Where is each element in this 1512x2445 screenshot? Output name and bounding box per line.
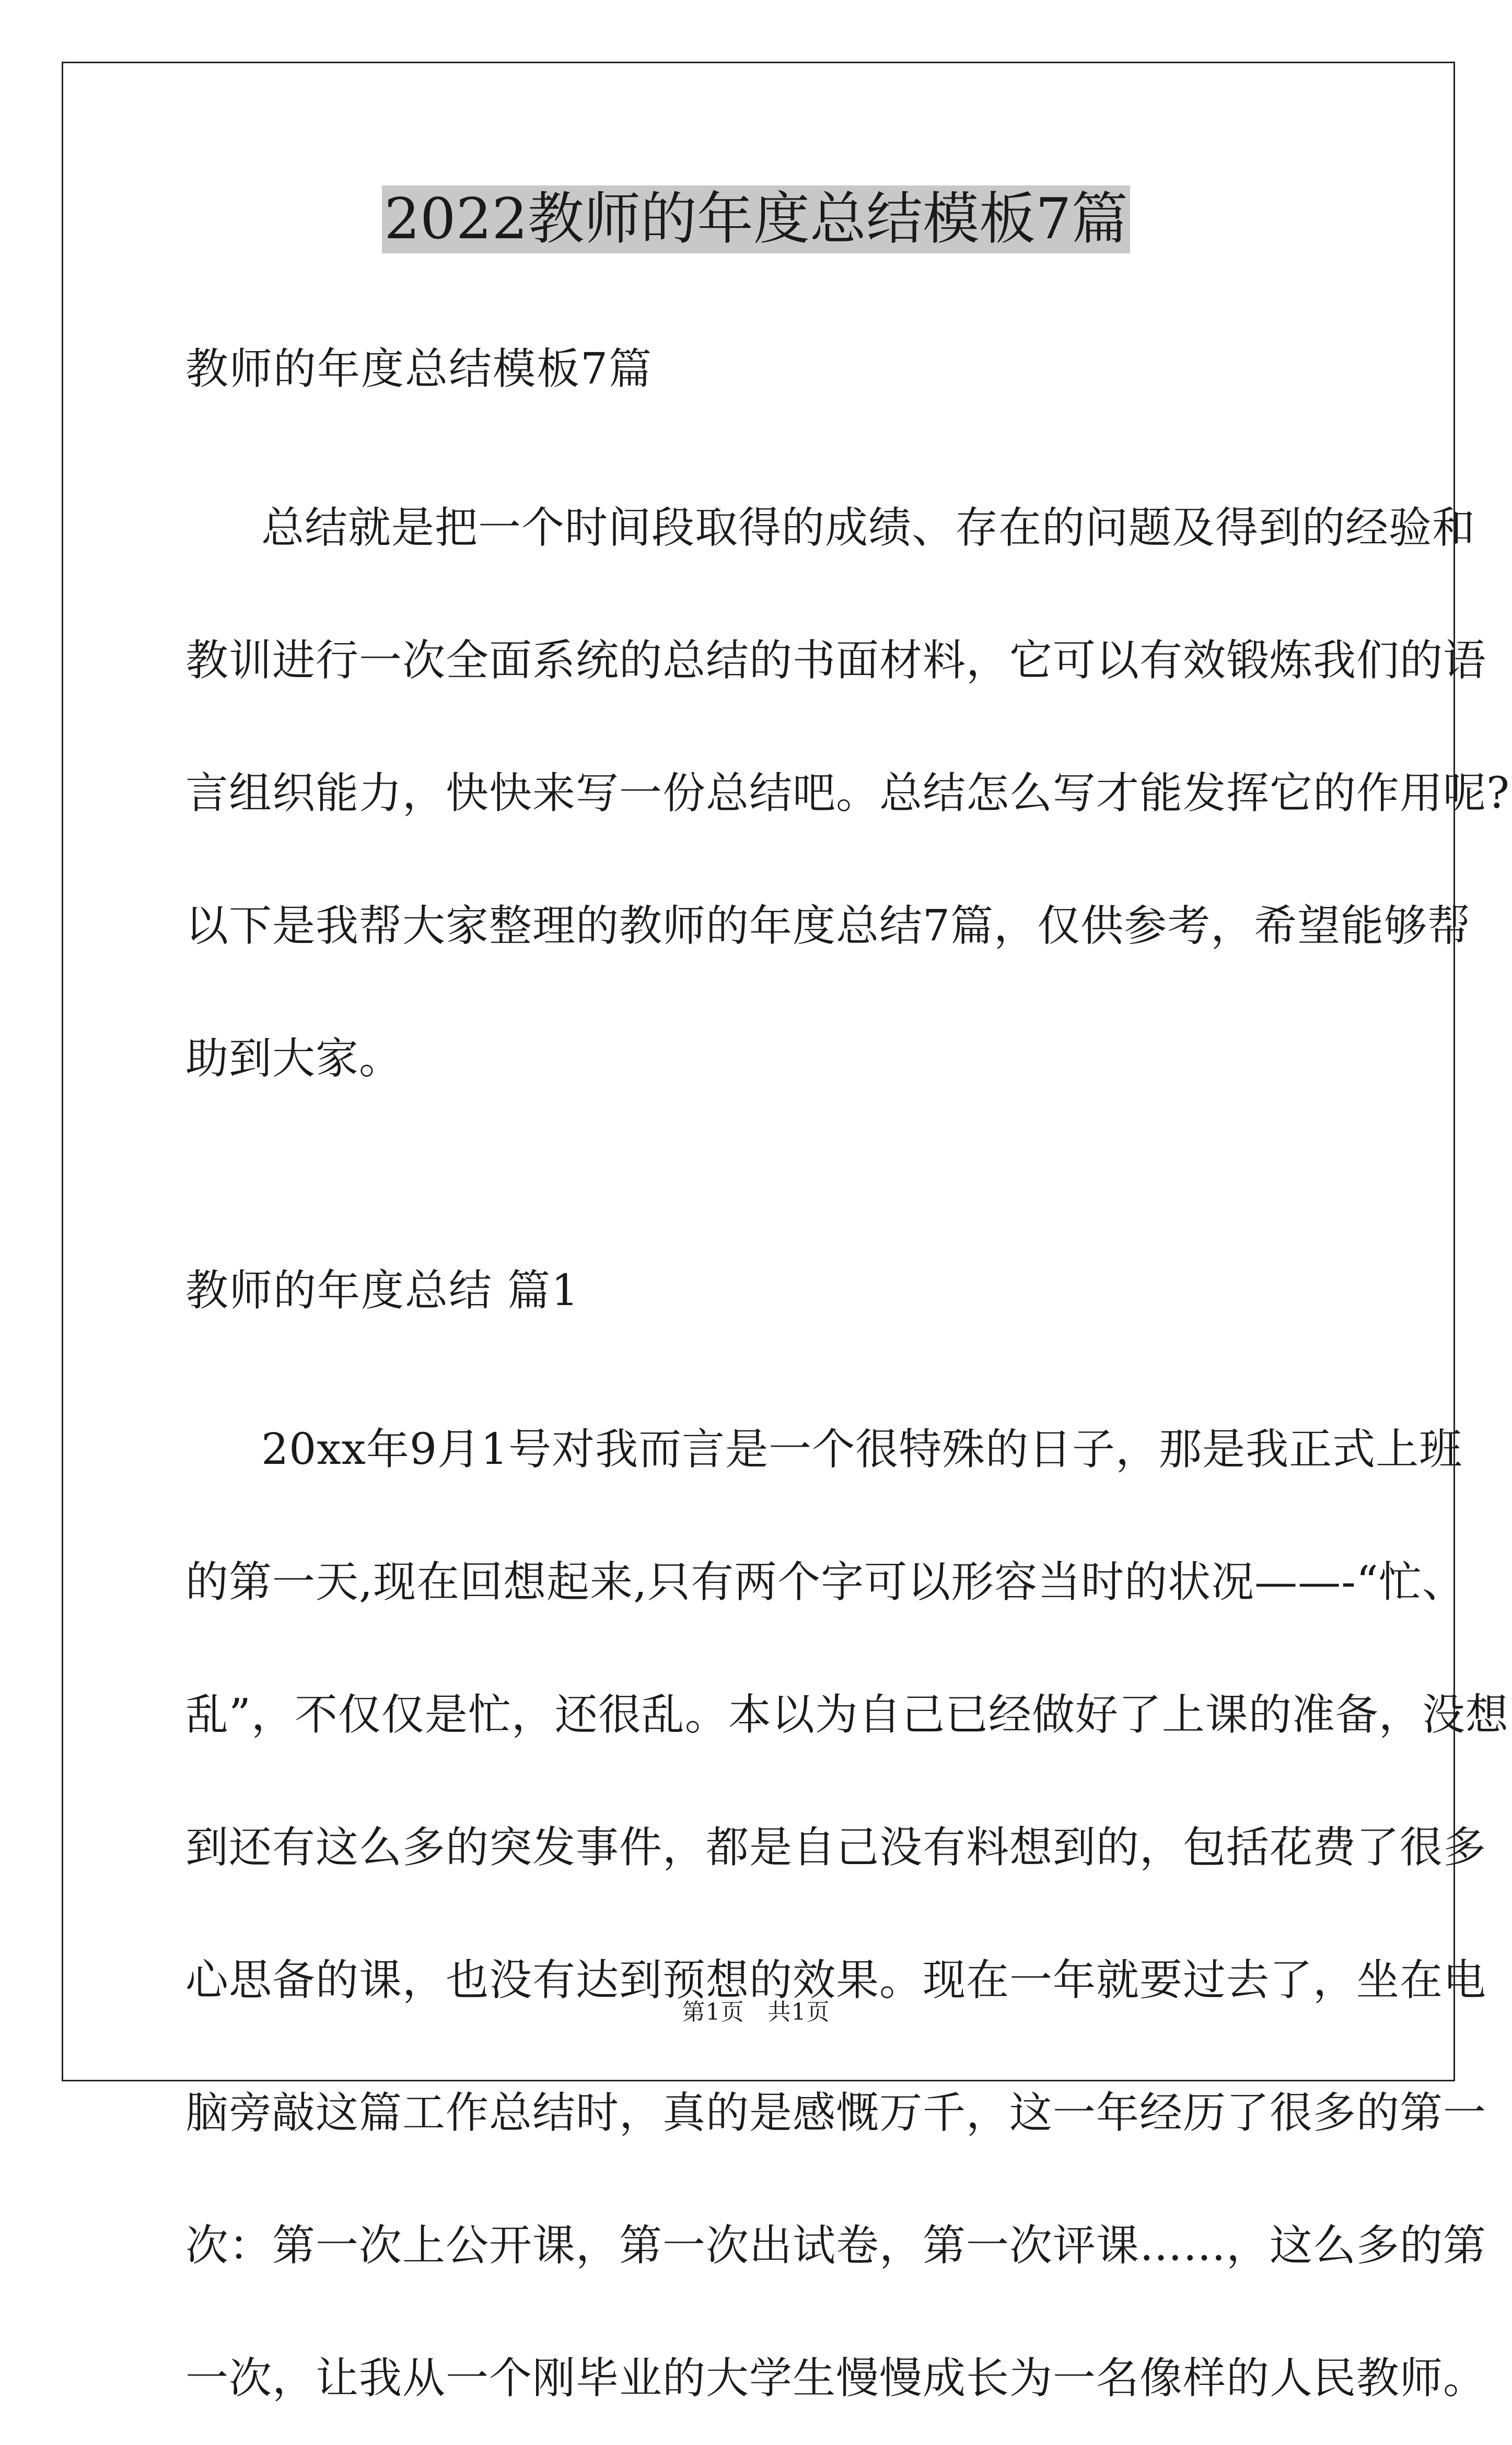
document-title bbox=[0, 185, 1512, 253]
paragraph-line: 到还有这么多的突发事件，都是自己没有料想到的，包括花费了很多 bbox=[185, 1823, 1487, 1872]
document-body bbox=[185, 303, 1510, 2445]
intro-paragraph bbox=[185, 462, 1510, 1125]
paragraph-line: 助到大家。 bbox=[185, 1034, 403, 1084]
paragraph-line: 总结就是把一个时间段取得的成绩、存在的问题及得到的经验和 bbox=[261, 503, 1476, 553]
paragraph-line: 的第一天,现在回想起来,只有两个字可以形容当时的状况——-“忙、 bbox=[185, 1557, 1466, 1607]
subtitle: 教师的年度总结模板7篇 bbox=[185, 344, 653, 394]
section-paragraph bbox=[185, 1383, 1509, 2445]
paragraph-line: 脑旁敲这篇工作总结时，真的是感慨万千，这一年经历了很多的第一 bbox=[185, 2088, 1487, 2138]
document-title-text: 2022教师的年度总结模板7篇 bbox=[382, 185, 1130, 253]
paragraph-line: 教训进行一次全面系统的总结的书面材料，它可以有效锻炼我们的语 bbox=[185, 636, 1487, 685]
paragraph-line: 言组织能力，快快来写一份总结吧。总结怎么写才能发挥它的作用呢? bbox=[185, 769, 1510, 818]
section-heading: 教师的年度总结 篇1 bbox=[185, 1266, 580, 1315]
paragraph-line: 20xx年9月1号对我而言是一个很特殊的日子，那是我正式上班 bbox=[261, 1425, 1463, 1474]
paragraph-line: 心思备的课，也没有达到预想的效果。现在一年就要过去了，坐在电 bbox=[185, 1955, 1487, 2005]
paragraph-line: 以下是我帮大家整理的教师的年度总结7篇，仅供参考，希望能够帮 bbox=[185, 901, 1471, 951]
paragraph-gap bbox=[185, 1125, 1327, 1225]
page-footer: 第1页 共1页 bbox=[682, 1999, 830, 2025]
paragraph-line: 一次，让我从一个刚毕业的大学生慢慢成长为一名像样的人民教师。 bbox=[185, 2354, 1487, 2403]
paragraph-line: 次：第一次上公开课，第一次出试卷，第一次评课……，这么多的第 bbox=[185, 2221, 1487, 2271]
paragraph-line: 乱”，不仅仅是忙，还很乱。本以为自己已经做好了上课的准备，没想 bbox=[185, 1690, 1509, 1740]
